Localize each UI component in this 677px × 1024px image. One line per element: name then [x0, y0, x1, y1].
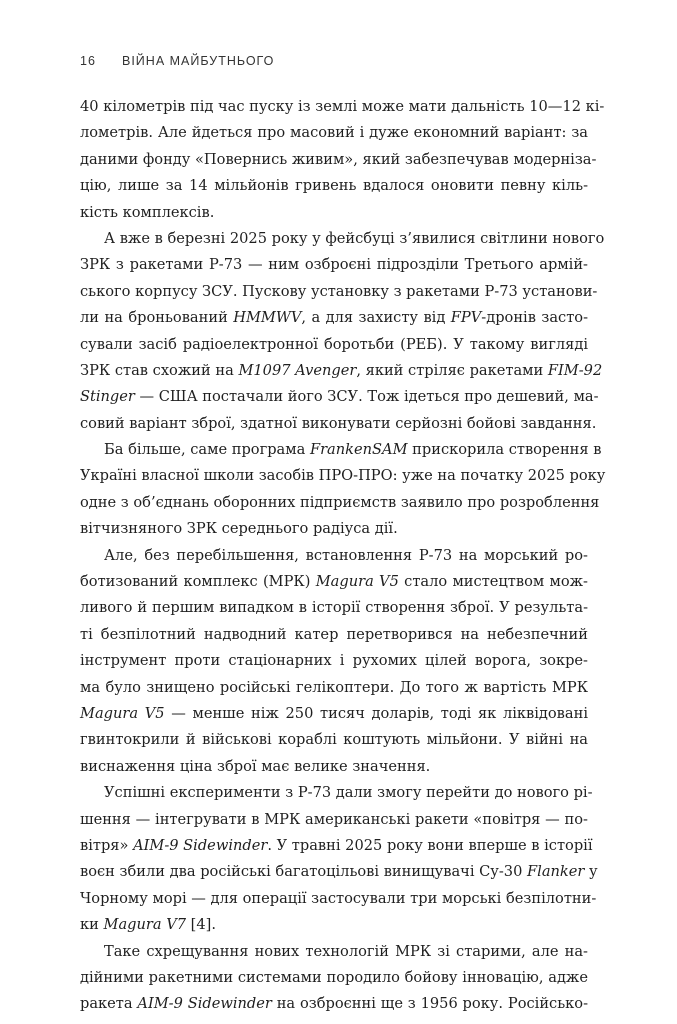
italic-term: FPV	[450, 309, 482, 327]
text-line	[80, 490, 600, 516]
italic-term: FIM-92	[547, 361, 603, 379]
text-line	[80, 991, 588, 1017]
text-line	[80, 411, 597, 437]
text-segment: інструмент проти стаціонарних і рухомих цілей ворога, зокре-	[80, 652, 588, 670]
text-segment: дійними ракетними системами породило бойову інновацію, адже	[80, 968, 588, 986]
text-line	[80, 173, 588, 199]
text-line	[80, 622, 588, 648]
text-segment: — менше ніж 250 тисяч доларів, тоді як ліквідовані	[164, 704, 588, 722]
text-segment: кість комплексів.	[80, 203, 215, 221]
text-segment: Україні власної школи засобів ПРО-ПРО: уже на початку 2025 року	[80, 467, 606, 485]
text-segment: ливого й першим випадком в історії створення зброї. У результа-	[80, 599, 588, 617]
text-segment: ЗРК з ракетами Р-73 — ним озброєні підрозділи Третього армій-	[80, 256, 588, 274]
page-number: 16	[80, 54, 96, 68]
text-segment: даними фонду «Повернись живим», який забезпечував модерніза-	[80, 150, 597, 168]
text-segment: на озброєнні ще з 1956 року. Російсько-	[271, 995, 588, 1013]
text-segment: ботизований комплекс (МРК)	[80, 573, 316, 591]
text-line	[80, 859, 598, 885]
text-segment: виснаження ціна зброї має велике значення.	[80, 757, 431, 775]
text-line	[80, 727, 588, 753]
italic-term: Magura V5	[315, 573, 399, 591]
running-head	[80, 54, 588, 76]
text-segment: шення — інтегрувати в МРК американські ракети «повітря — по-	[80, 810, 588, 828]
text-segment: ма було знищено російські гелікоптери. До того ж вартість МРК	[80, 678, 588, 696]
text-line	[80, 886, 597, 912]
text-segment: вітчизняного ЗРК середнього радіуса дії.	[80, 520, 398, 538]
text-line	[80, 516, 588, 542]
text-segment: Чорному морі — для операції застосували три морські безпілотни-	[80, 889, 597, 907]
text-segment: ли на броньований	[80, 309, 234, 327]
text-line	[80, 701, 588, 727]
italic-term: FrankenSAM	[309, 441, 408, 459]
text-segment: ЗРК став схожий на	[80, 361, 239, 379]
book-page	[80, 54, 606, 1018]
text-segment: у	[584, 863, 598, 881]
text-line	[80, 833, 593, 859]
text-segment: , а для захисту від	[301, 309, 451, 327]
text-line	[80, 252, 588, 278]
text-line	[80, 305, 588, 331]
text-line	[80, 939, 588, 965]
text-line	[80, 226, 605, 252]
text-line	[80, 675, 588, 701]
text-segment: 40 кілометрів під час пуску із землі може мати дальність 10—12 кі-	[80, 98, 605, 115]
text-segment: Ба більше, саме програма	[104, 441, 310, 459]
text-segment: — США постачали його ЗСУ. Тож ідеться про дешевий, ма-	[134, 388, 599, 406]
text-segment: А вже в березні 2025 року у фейсбуці з’явилися світлини нового	[104, 229, 605, 247]
text-line	[80, 754, 588, 780]
text-line	[80, 279, 598, 305]
text-line	[80, 780, 593, 806]
text-segment: [4].	[186, 916, 216, 934]
text-line	[80, 648, 588, 674]
text-line	[80, 332, 588, 358]
text-line	[80, 384, 599, 410]
text-line	[80, 358, 603, 384]
text-line	[80, 595, 588, 621]
italic-term: HMMWV	[233, 309, 302, 327]
text-line	[80, 543, 588, 569]
text-segment: сували засіб радіоелектронної боротьби (РЕБ). У такому вигляді	[80, 335, 588, 353]
italic-term: AIM-9 Sidewinder	[137, 995, 272, 1013]
text-line	[80, 807, 588, 833]
text-segment: Але, без перебільшення, встановлення Р-73 на морський ро-	[104, 546, 588, 564]
running-title: ВІЙНА МАЙБУТНЬОГО	[122, 54, 275, 68]
italic-term: Magura V7	[103, 916, 187, 934]
text-segment: стало мистецтвом мож-	[398, 573, 588, 591]
text-line	[80, 569, 588, 595]
text-line	[80, 965, 588, 991]
text-segment: цію, лише за 14 мільйонів гривень вдалося оновити певну кіль-	[80, 177, 588, 195]
text-segment: совий варіант зброї, здатної виконувати серйозні бойові завдання.	[80, 414, 597, 432]
text-segment: Успішні експерименти з Р-73 дали змогу перейти до нового рі-	[104, 784, 593, 802]
text-segment: ті безпілотний надводний катер перетворився на небезпечний	[80, 625, 588, 643]
text-line	[80, 120, 588, 146]
italic-term: Magura V5	[80, 704, 165, 722]
italic-term: AIM-9 Sidewinder	[133, 836, 268, 854]
text-line	[80, 200, 588, 226]
text-line	[80, 147, 597, 173]
text-segment: гвинтокрили й військові кораблі коштують мільйони. У війні на	[80, 731, 588, 749]
text-line	[80, 437, 602, 463]
italic-term: Flanker	[527, 863, 585, 881]
text-line	[80, 94, 605, 120]
text-segment: , який стріляє ракетами	[356, 361, 548, 379]
text-segment: вітря»	[80, 836, 134, 854]
text-segment: воєн збили два російські багатоцільові винищувачі Су-30	[80, 863, 528, 881]
italic-term: Stinger	[80, 388, 135, 406]
body-text	[80, 94, 606, 1018]
text-segment: Таке схрещування нових технологій МРК зі старими, але на-	[104, 942, 588, 960]
text-segment: -дронів засто-	[481, 309, 589, 327]
text-segment: прискорила створення в	[407, 441, 602, 459]
text-segment: ракета	[80, 995, 138, 1013]
text-segment: лометрів. Але йдеться про масовий і дуже економний варіант: за	[80, 124, 588, 142]
text-line	[80, 912, 588, 938]
text-segment: ського корпусу ЗСУ. Пускову установку з ракетами Р-73 установи-	[80, 282, 598, 300]
italic-term: M1097 Avenger	[238, 361, 357, 379]
text-segment: . У травні 2025 року вони вперше в історії	[267, 836, 593, 854]
text-segment: ки	[80, 916, 104, 934]
text-line	[80, 463, 606, 489]
text-segment: одне з об’єднань оборонних підприємств заявило про розроблення	[80, 493, 600, 511]
